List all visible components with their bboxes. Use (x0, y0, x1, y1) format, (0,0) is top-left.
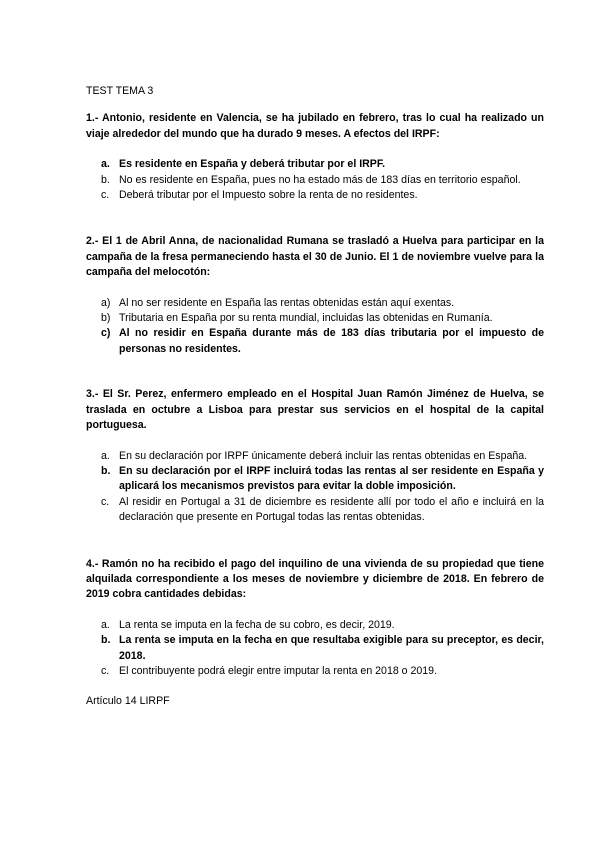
option-text: No es residente en España, pues no ha estado más de 183 días en territorio español. (119, 173, 521, 186)
option-marker: a. (101, 449, 110, 462)
options-list (86, 296, 544, 358)
question-text (86, 387, 544, 433)
question-1 (86, 111, 544, 203)
question-4 (86, 557, 544, 680)
question-statement: El Sr. Perez, enfermero empleado en el Hospital Juan Ramón Jiménez de Huelva, se traslada en octubre a Lisboa para prestar sus servicios en el hospital de la capital portuguesa. (86, 388, 544, 432)
document-page (86, 84, 544, 710)
option-text: Deberá tributar por el Impuesto sobre la renta de no residentes. (119, 189, 418, 202)
option-c (86, 664, 544, 679)
spacer (86, 357, 544, 387)
option-marker: b) (101, 312, 111, 325)
question-number: 3.- (86, 388, 99, 401)
question-number: 1.- (86, 112, 99, 125)
footer-reference: Artículo 14 LIRPF (86, 695, 170, 708)
option-text: Tributaria en España por su renta mundial, incluidas las obtenidas en Rumanía. (119, 312, 493, 325)
options-list (86, 449, 544, 526)
option-marker: b. (101, 173, 110, 186)
spacer (86, 679, 544, 694)
option-b (86, 173, 544, 188)
option-text: Al no residir en España durante más de 183 días tributaria por el impuesto de personas no residentes. (119, 327, 544, 355)
question-statement: Antonio, residente en Valencia, se ha jubilado en febrero, tras lo cual ha realizado un viaje alrededor del mundo que ha durado 9 meses. A efectos del IRPF: (86, 112, 544, 140)
option-text: En su declaración por el IRPF incluirá todas las rentas al ser residente en España y aplicará los mecanismos previstos para evitar la doble imposición. (119, 464, 544, 493)
options-list (86, 157, 544, 203)
spacer (86, 526, 544, 557)
option-a (86, 296, 544, 311)
option-text: Al no ser residente en España las rentas obtenidas están aquí exentas. (119, 296, 455, 309)
option-marker: b. (101, 634, 111, 647)
option-marker: c) (101, 327, 111, 340)
option-c (86, 495, 544, 526)
option-c (86, 326, 544, 357)
question-number: 4.- (86, 557, 99, 570)
option-marker: c. (101, 189, 110, 202)
test-title: TEST TEMA 3 (86, 85, 154, 97)
question-text (86, 111, 544, 142)
option-b (86, 633, 544, 664)
option-a (86, 157, 544, 172)
spacer (86, 203, 544, 234)
option-marker: b. (101, 464, 111, 477)
question-3 (86, 387, 544, 525)
option-b (86, 464, 544, 495)
option-a (86, 618, 544, 633)
option-text: En su declaración por IRPF únicamente deberá incluir las rentas obtenidas en España. (119, 449, 528, 462)
question-statement: Ramón no ha recibido el pago del inquilino de una vivienda de su propiedad que tiene alquilada correspondiente a los meses de noviembre y diciembre de 2018. En febrero de 2019 cobra cantidades debidas: (86, 557, 544, 601)
option-c (86, 188, 544, 203)
option-marker: c. (101, 495, 110, 508)
option-marker: a. (101, 158, 110, 171)
question-number: 2.- (86, 235, 99, 248)
option-marker: c. (101, 664, 110, 677)
question-2 (86, 234, 544, 357)
option-text: La renta se imputa en la fecha de su cobro, es decir, 2019. (119, 618, 395, 631)
option-marker: a) (101, 296, 111, 309)
question-text (86, 557, 544, 603)
question-statement: El 1 de Abril Anna, de nacionalidad Rumana se trasladó a Huelva para participar en la campaña de la fresa permaneciendo hasta el 30 de Junio. El 1 de noviembre vuelve para la campaña del melocotón: (86, 235, 544, 279)
option-text: Es residente en España y deberá tributar por el IRPF. (119, 158, 386, 171)
options-list (86, 618, 544, 680)
option-b (86, 311, 544, 326)
option-marker: a. (101, 618, 110, 631)
option-a (86, 449, 544, 464)
question-text (86, 234, 544, 280)
option-text: El contribuyente podrá elegir entre imputar la renta en 2018 o 2019. (119, 664, 438, 677)
option-text: La renta se imputa en la fecha en que resultaba exigible para su preceptor, es decir, 2018. (119, 634, 544, 662)
option-text: Al residir en Portugal a 31 de diciembre es residente allí por todo el año e incluirá en la declaración que presente en Portugal todas las rentas obtenidas. (119, 495, 544, 524)
